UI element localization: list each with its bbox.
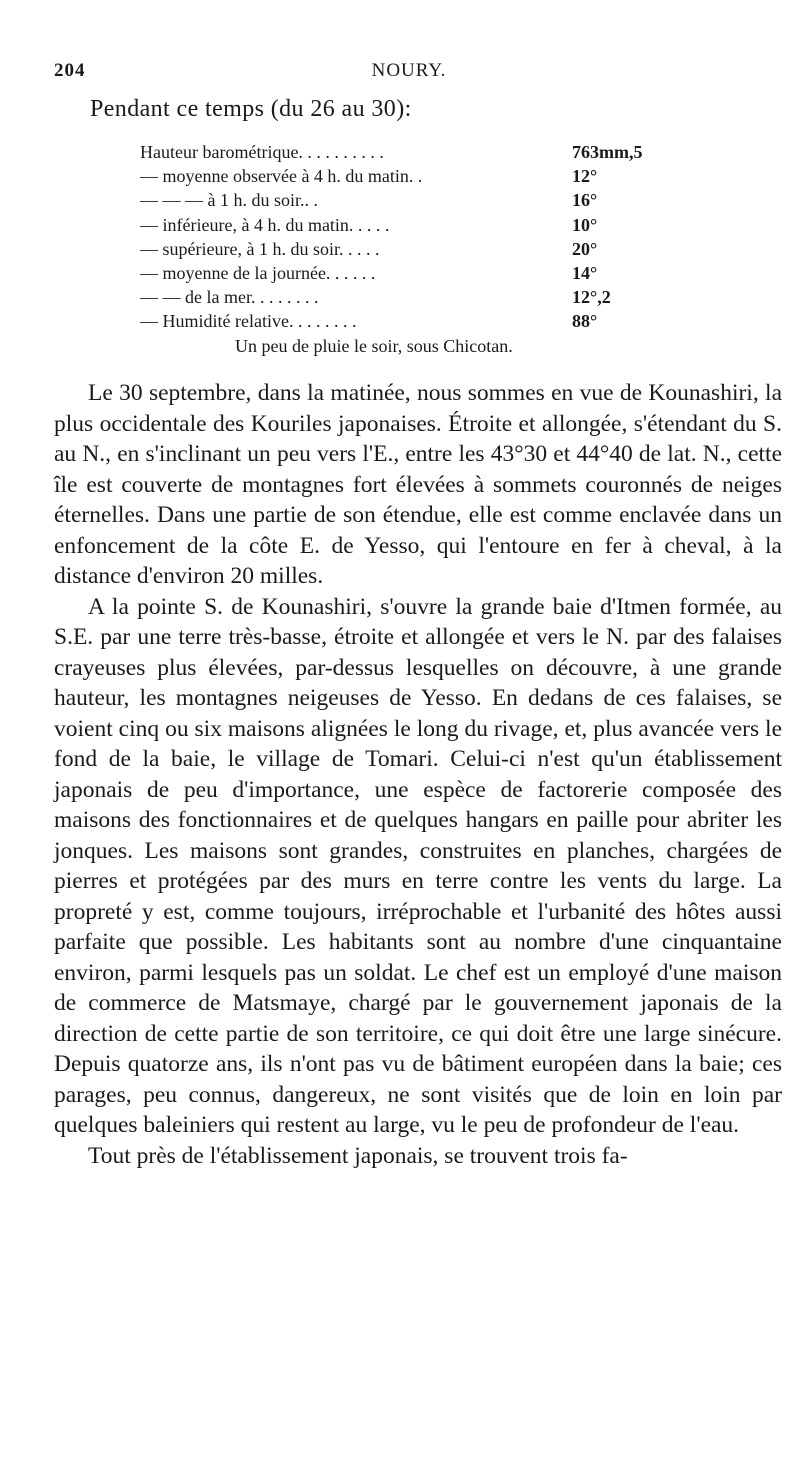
paragraph: Tout près de l'établissement japonais, se trouvent trois fa- bbox=[88, 1142, 628, 1169]
meteo-row bbox=[140, 188, 700, 212]
meteo-label: — supérieure, à 1 h. du soir. . . . . bbox=[140, 238, 380, 259]
meteo-row bbox=[140, 140, 700, 164]
paragraph: Le 30 septembre, dans la matinée, nous sommes en vue de Kounashiri, la plus occidentale des Kouriles japonaises. Étroite et allongée, s'étendant du S. au N., en s'inclinant un peu vers l'E., entre les 43°30 et 44°40 de lat. N., cette île est couverte de montagnes fort élevées à sommets couronnés de neiges éternelles. Dans une partie de son étendue, elle est comme enclavée dans un enfoncement de la côte E. de Yesso, qui l'entoure en fer à cheval, à la distance d'environ 20 milles. bbox=[54, 380, 782, 589]
meteo-value: 88° bbox=[572, 311, 598, 332]
meteo-label: — — — à 1 h. du soir.. . bbox=[140, 190, 318, 211]
page-number: 204 bbox=[54, 60, 86, 81]
meteo-table bbox=[140, 140, 700, 360]
meteo-value: 14° bbox=[572, 262, 598, 283]
meteo-note: Un peu de pluie le soir, sous Chicotan. bbox=[235, 335, 513, 356]
meteo-row bbox=[140, 309, 700, 333]
meteo-value: 16° bbox=[572, 190, 598, 211]
meteo-value: 10° bbox=[572, 214, 598, 235]
meteo-label: Hauteur barométrique. . . . . . . . . . bbox=[140, 142, 384, 162]
meteo-value: 12°,2 bbox=[572, 287, 611, 308]
meteo-label: — moyenne de la journée. . . . . . bbox=[140, 262, 376, 283]
meteo-row bbox=[140, 237, 700, 261]
meteo-row bbox=[140, 213, 700, 237]
meteo-row bbox=[140, 164, 700, 188]
meteo-label: — inférieure, à 4 h. du matin. . . . . bbox=[140, 214, 390, 235]
meteo-label: — moyenne observée à 4 h. du matin. . bbox=[140, 166, 423, 187]
meteo-value: 12° bbox=[572, 166, 598, 187]
meteo-value: 763mm,5 bbox=[572, 142, 643, 162]
meteo-row bbox=[140, 261, 700, 285]
paragraph: A la pointe S. de Kounashiri, s'ouvre la grande baie d'Itmen formée, au S.E. par une terre très-basse, étroite et allongée et vers le N. par des falaises crayeuses plus élevées, par-dessus lesquelles on découvre, à une grande hauteur, les montagnes neigeuses de Yesso. En dedans de ces falaises, se voient cinq ou six maisons alignées le long du rivage, et, plus avancée vers le fond de la baie, le village de Tomari. Celui-ci n'est qu'un établissement japonais de peu d'importance, une espèce de factorerie composée des maisons des fonctionnaires et de quelques hangars en paille pour abriter les jonques. Les maisons sont grandes, construites en planches, chargées de pierres et protégées par des murs en terre contre les vents du large. La propreté y est, comme toujours, irréprochable et l'urbanité des hôtes aussi parfaite que possible. Les habitants sont au nombre d'une cinquantaine environ, parmi lesquels pas un soldat. Le chef est un employé d'une maison de commerce de Matsmaye, chargé par le gouvernement japonais de la direction de cette partie de son territoire, ce qui doit être une large sinécure. Depuis quatorze ans, ils n'ont pas vu de bâtiment européen dans la baie; ces parages, peu connus, dangereux, ne sont visités que de loin en loin par quelques baleiniers qui restent au large, vu le peu de profondeur de l'eau. bbox=[54, 593, 782, 1138]
meteo-value: 20° bbox=[572, 238, 598, 259]
running-title: NOURY. bbox=[371, 60, 447, 81]
meteo-label: — — de la mer. . . . . . . . bbox=[140, 287, 319, 308]
body-text bbox=[54, 378, 782, 1171]
intro-line: Pendant ce temps (du 26 au 30): bbox=[90, 96, 412, 122]
meteo-row bbox=[140, 285, 700, 309]
meteo-label: — Humidité relative. . . . . . . . bbox=[140, 311, 357, 332]
running-head bbox=[54, 60, 764, 86]
